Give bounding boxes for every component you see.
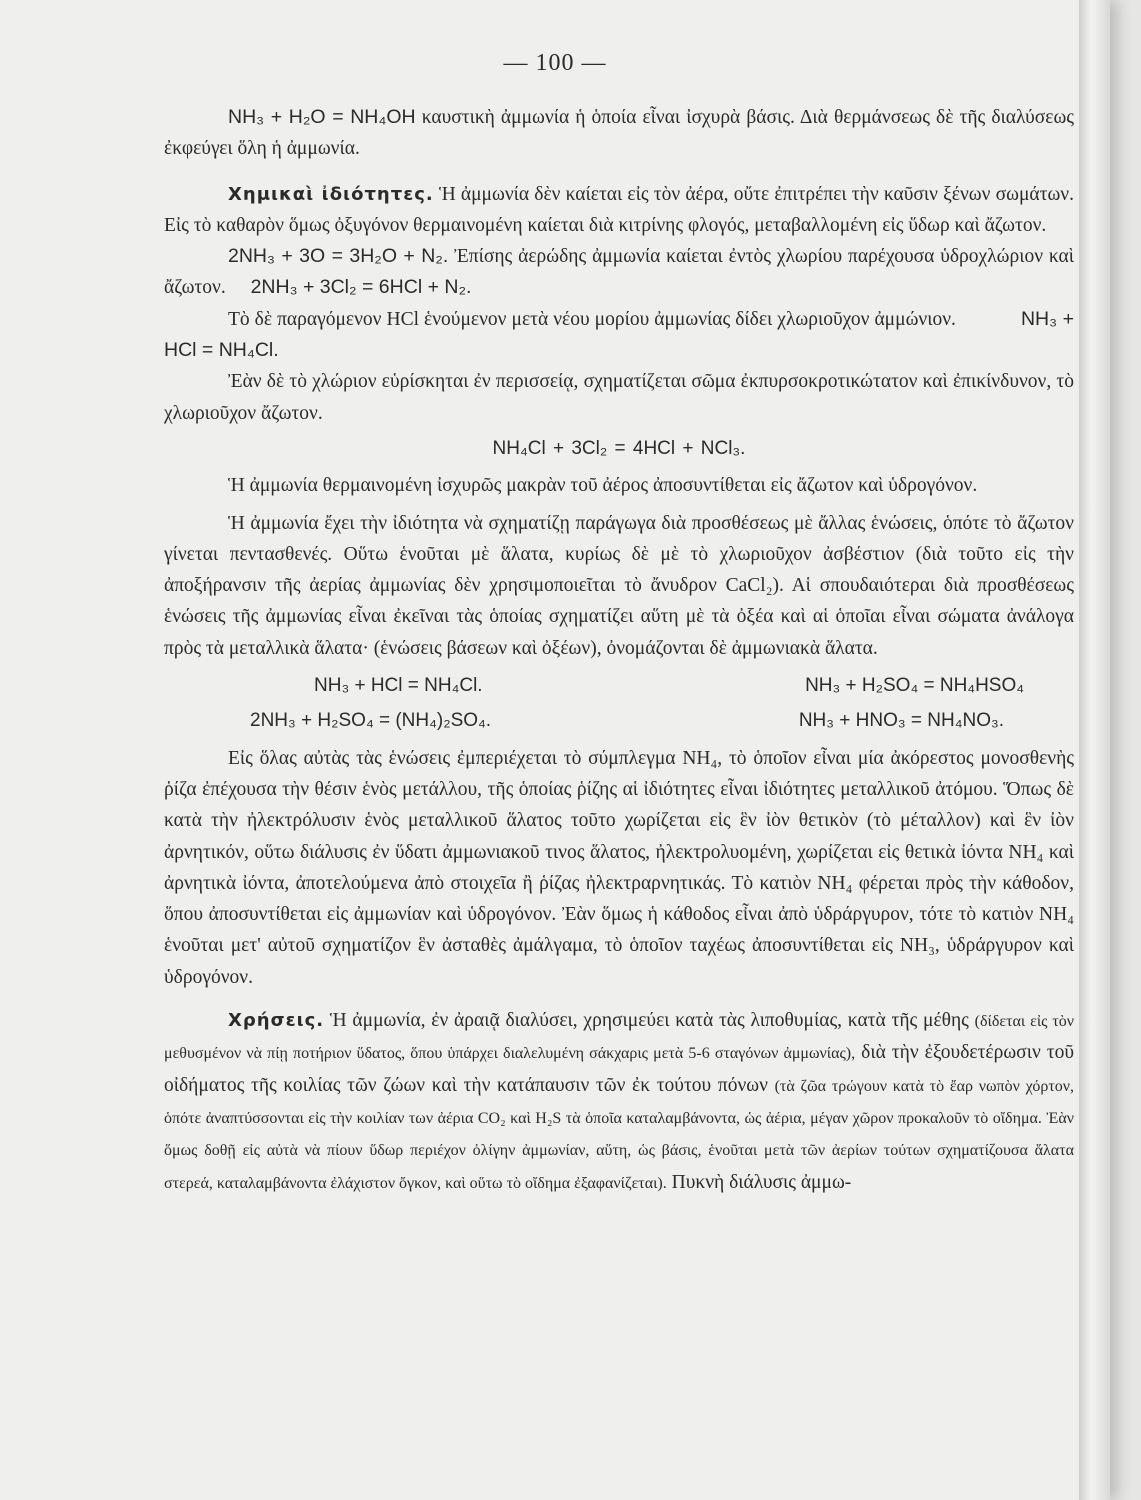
paragraph-chemical-properties: Χημικαὶ ἰδιότητες. Ἡ ἀμμωνία δὲν καίεται εἰς τὸν ἀέρα, οὔτε ἐπιτρέπει τὴν καῦσιν ξένων σωμάτων. Εἰς τὸ καθαρὸν ὅμως ὀξυγόνον θερμαινομένη καίεται διὰ κιτρίνης φλογός, μεταβαλλομένη εἰς ὕδωρ καὶ ἄζωτον. — [164, 183, 1074, 236]
section-heading-uses: Χρήσεις. — [228, 1010, 325, 1032]
page-edge — [1079, 0, 1110, 1500]
equation-row-1 — [164, 670, 1074, 701]
paragraph-hcl: Τὸ δὲ παραγόμενον HCl ἑνούμενον μετὰ νέου μορίου ἀμμωνίας δίδει χλωριοῦχον ἀμμώνιον. NH₃ + HCl = NH₄Cl. — [164, 307, 1075, 362]
paragraph-ammonium-radical: Εἰς ὅλας αὐτὰς τὰς ἑνώσεις ἐμπεριέχεται τὸ σύμπλεγμα NH₄, τὸ ὁποῖον εἶναι μία ἀκόρεστος μονοσθενὴς ῥίζα ἐπέχουσα τὴν θέσιν ἑνὸς μετάλλου, τῆς ὁποίας ῥίζης αἱ ἰδιότητες εἶναι ἰδιότητες μεταλλικοῦ ἀτόμου. Ὅπως δὲ κατὰ τὴν ἠλεκτρόλυσιν ἑνὸς μεταλλικοῦ ἅλατος τοῦτο χωρίζεται εἰς ἓν ἰὸν θετικὸν (τὸ μέταλλον) καὶ ἓν ἰὸν ἀρνητικόν, οὕτω διάλυσις ἐν ὕδατι ἀμμωνιακοῦ τινος ἅλατος, ἠλεκτρολυομένη, χωρίζεται εἰς θετικὰ ἰόντα NH₄ καὶ ἀρνητικὰ ἰόντα, ἀποτελούμενα ἀπὸ στοιχεῖα ἢ ῥίζας ἠλεκτραρνητικάς. Τὸ κατιὸν NH₄ φέρεται πρὸς τὴν κάθοδον, ὅπου ἀποσυντίθεται εἰς ἀμμωνίαν καὶ ὑδρογόνον. Ἐὰν ὅμως ἡ κάθοδος εἶναι ἀπὸ ὑδράργυρον, τότε τὸ κατιὸν NH₄ ἑνοῦται μετ' αὐτοῦ σχηματίζον ἓν ἀσταθὲς ἀμάλγαμα, τὸ ὁποῖον ταχέως ἀποσυντίθεται εἰς NH₃, ὑδράργυρον καὶ ὑδρογόνον. — [164, 747, 1074, 988]
equation: 2NH₃ + H₂SO₄ = (NH₄)₂SO₄. — [250, 710, 492, 732]
equation-row-2 — [164, 705, 1074, 736]
section-heading-chemical-properties: Χημικαὶ ἰδιότητες. — [228, 183, 434, 205]
paragraph-uses: Χρήσεις. Ἡ ἀμμωνία, ἐν ἀραιᾷ διαλύσει, χρησιμεύει κατὰ τὰς λιποθυμίας, κατὰ τῆς μέθης (δίδεται εἰς τὸν μεθυσμένον νὰ πίῃ ποτήριον ὕδατος, ὅπου ὑπάρχει διαλελυμένη σάκχαρις μετὰ 5-6 σταγόνων ἀμμωνίας), διὰ τὴν ἐξουδετέρωσιν τοῦ οἰδήματος τῆς κοιλίας τῶν ζώων καὶ τὴν κατάπαυσιν τῶν ἐκ τούτου πόνων (τὰ ζῶα τρώγουν κατὰ τὸ ἔαρ νωπὸν χόρτον, ὁπότε ἀναπτύσσονται εἰς τὴν κοιλίαν των ἀέρια CO₂ καὶ H₂S τὰ ὁποῖα καταλαμβάνοντα, ὡς ἀέρια, μέγαν χῶρον προκαλοῦν τὸ οἴδημα. Ἐὰν ὅμως δοθῇ εἰς αὐτὰ νὰ πίουν ὕδωρ περιέχον ὀλίγην ἀμμωνίαν, αὕτη, ὡς βάσις, ἑνοῦται μετὰ τῶν ἀερίων τούτων σχηματίζουσα ἅλατα στερεά, καταλαμβάνοντα ἐλάχιστον ὄγκον, καὶ οὕτω τὸ οἴδημα ἐξαφανίζεται). Πυκνὴ διάλυσις ἀμμω- — [164, 1010, 1075, 1193]
paragraph-decomposition: Ἡ ἀμμωνία θερμαινομένη ἰσχυρῶς μακρὰν τοῦ ἀέρος ἀποσυντίθεται εἰς ἄζωτον καὶ ὑδρογόνον. — [228, 475, 978, 497]
equation: NH₃ + HCl = NH₄Cl. — [164, 307, 1075, 362]
equation: NH₃ + HCl = NH₄Cl. — [314, 675, 483, 697]
note: (δίδεται εἰς τὸν μεθυσμένον νὰ πίῃ ποτήριον ὕδατος, ὅπου ὑπάρχει διαλελυμένη σάκχαρις μετὰ 5-6 σταγόνων ἀμμωνίας), — [164, 1013, 1075, 1063]
equation: NH₃ + H₂SO₄ = NH₄HSO₄ — [805, 675, 1024, 697]
page-number: — 100 — — [503, 50, 607, 76]
paragraph-addition-compounds: Ἡ ἀμμωνία ἔχει τὴν ἰδιότητα νὰ σχηματίζῃ παράγωγα διὰ προσθέσεως μὲ ἄλλας ἑνώσεις, ὁπότε τὸ ἄζωτον γίνεται πεντασθενές. Οὕτω ἑνοῦται μὲ ἅλατα, κυρίως δὲ μὲ τὸ χλωριοῦχον ἀσβέστιον (διὰ τοῦτο εἰς τὴν ἀποξήρανσιν τῆς ἀερίας ἀμμωνίας δὲν χρησιμοποιεῖται τὸ ἄνυδρον CaCl₂). Αἱ σπουδαιότεραι διὰ προσθέσεως ἑνώσεις τῆς ἀμμωνίας εἶναι ἐκεῖναι τὰς ὁποίας σχηματίζει αὕτη μὲ τὰ ὀξέα καὶ αἱ ὁποῖαι εἶναι σώματα ἀνάλογα πρὸς τὰ μεταλλικὰ ἅλατα· (ἑνώσεις βάσεων καὶ ὀξέων), ὀνομάζονται δὲ ἀμμωνιακὰ ἅλατα. — [164, 512, 1074, 659]
equation: 2NH₃ + 3O = 3H₂O + N₂. — [228, 245, 449, 268]
note: (τὰ ζῶα τρώγουν κατὰ τὸ ἔαρ νωπὸν χόρτον, ὁπότε ἀναπτύσσονται εἰς τὴν κοιλίαν των ἀέρια CO₂ καὶ H₂S τὰ ὁποῖα καταλαμβάνοντα, ὡς ἀέρια, μέγαν χῶρον προκαλοῦν τὸ οἴδημα. Ἐὰν ὅμως δοθῇ εἰς αὐτὰ νὰ πίουν ὕδωρ περιέχον ὀλίγην ἀμμωνίαν, αὕτη, ὡς βάσις, ἑνοῦται μετὰ τῶν ἀερίων τούτων σχηματίζουσα ἅλατα στερεά, καταλαμβάνοντα ἐλάχιστον ὄγκον, καὶ οὕτω τὸ οἴδημα ἐξαφανίζεται). — [164, 1077, 1074, 1192]
equation: 2NH₃ + 3Cl₂ = 6HCl + N₂. — [250, 276, 472, 299]
page-body — [164, 102, 1074, 1199]
equation: NH₃ + HNO₃ = NH₄NO₃. — [798, 710, 1004, 732]
paragraph-combustion: 2NH₃ + 3O = 3H₂O + N₂. Ἐπίσης ἀερώδης ἀμμωνία καίεται ἐντὸς χλωρίου παρέχουσα ὑδροχλώριον καὶ ἄζωτον. 2NH₃ + 3Cl₂ = 6HCl + N₂. — [164, 245, 1075, 299]
equation-nitrogen-trichloride: NH₄Cl + 3Cl₂ = 4HCl + NCl₃. — [492, 437, 746, 459]
paragraph-ammonia-hydroxide: NH₃ + H₂O = NH₄OH καυστικὴ ἀμμωνία ἡ ὁποία εἶναι ἰσχυρὰ βάσις. Διὰ θερμάνσεως δὲ τῆς διαλύσεως ἐκφεύγει ὅλη ἡ ἀμμωνία. — [164, 106, 1075, 160]
formula: NH₃ + H₂O = NH₄OH — [228, 106, 416, 128]
paragraph-excess-chlorine: Ἐὰν δὲ τὸ χλώριον εὑρίσκηται ἐν περισσείᾳ, σχηματίζεται σῶμα ἐκπυρσοκροτικώτατον καὶ ἐπικίνδυνον, τὸ χλωριοῦχον ἄζωτον. — [164, 371, 1074, 424]
